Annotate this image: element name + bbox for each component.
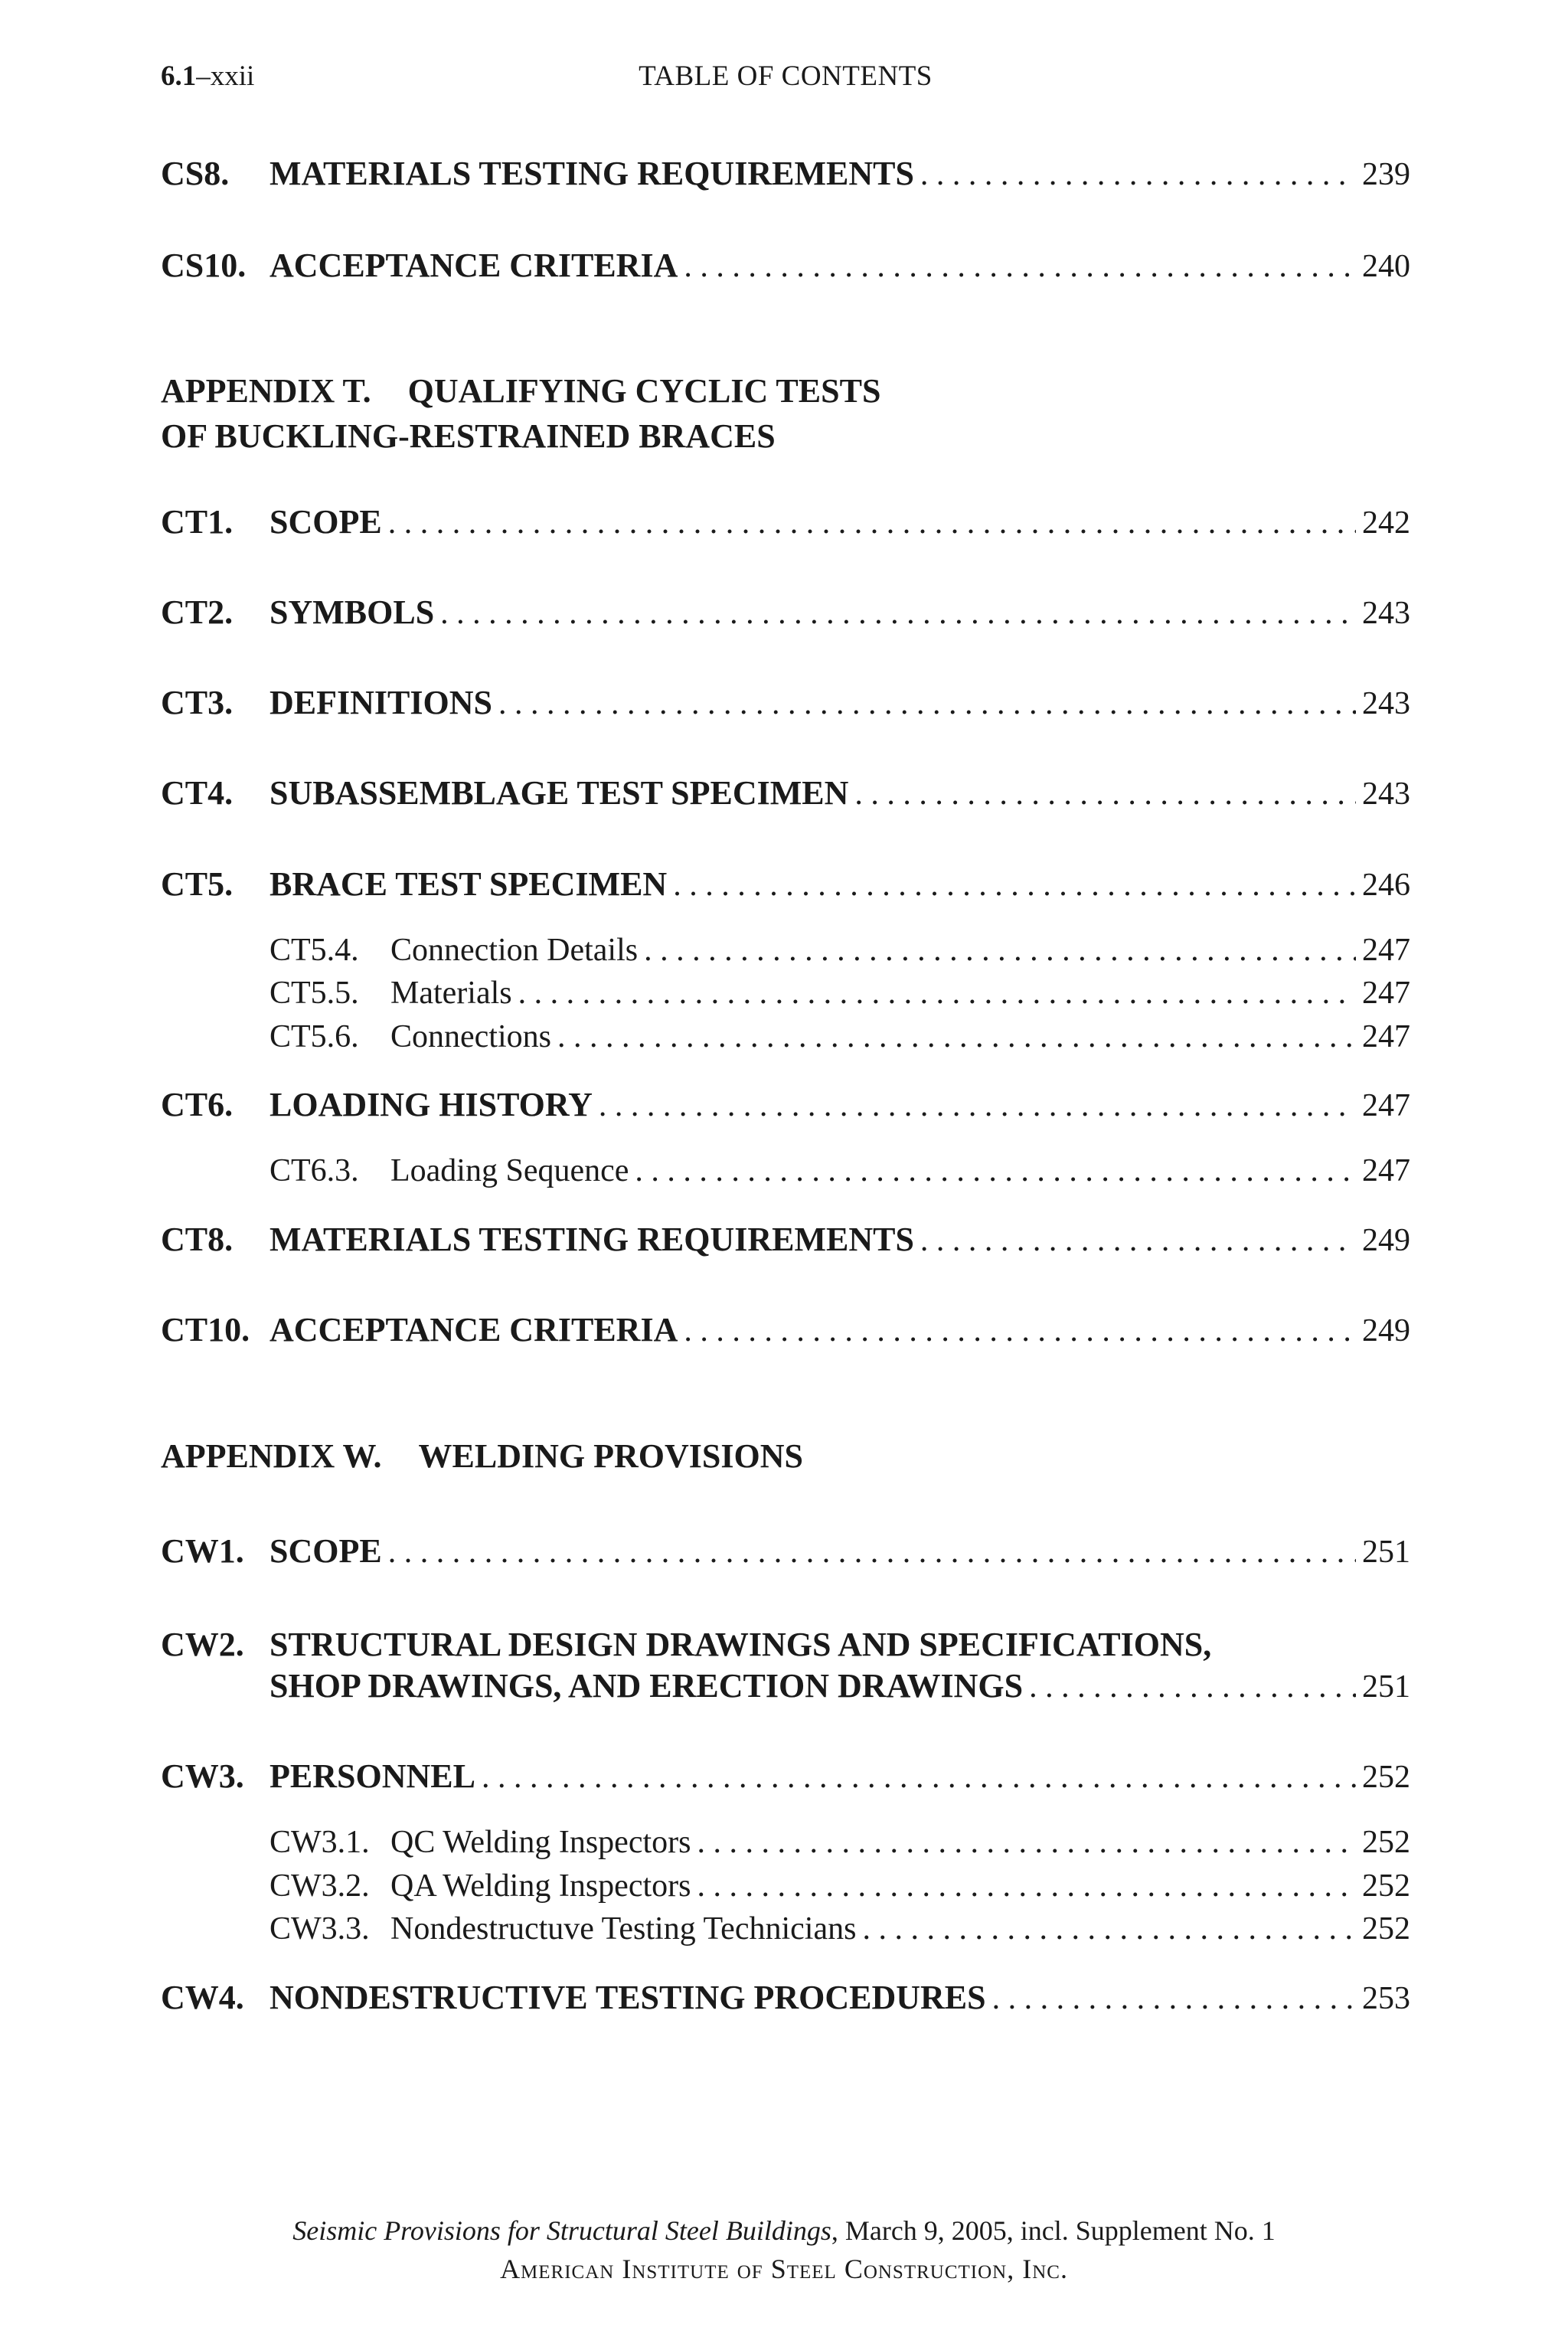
entry-number: CW4.: [161, 1979, 244, 2016]
dot-leader: [854, 778, 1356, 810]
entry-number: CT3.: [161, 684, 234, 721]
entry-number: CW3.1.: [270, 1825, 370, 1860]
entry-number: CT5.5.: [270, 976, 359, 1011]
dot-leader: [518, 977, 1356, 1009]
dot-leader: [862, 1913, 1356, 1945]
entry-page: 247: [1362, 1019, 1410, 1054]
toc-subentry-ct5-5[interactable]: [270, 977, 1410, 1009]
toc-entry-ct1[interactable]: [161, 505, 1410, 539]
entry-title-line2: SHOP DRAWINGS, AND ERECTION DRAWINGS: [270, 1667, 1024, 1705]
dot-leader: [644, 934, 1356, 966]
dot-leader: [557, 1021, 1356, 1053]
appendix-t-title-line2: OF BUCKLING-RESTRAINED BRACES: [161, 417, 776, 455]
toc-entry-cs10[interactable]: [161, 249, 1410, 283]
entry-number: CT5.4.: [270, 933, 359, 968]
appendix-t-title: QUALIFYING CYCLIC TESTS: [407, 372, 881, 410]
entry-number: CW1.: [161, 1532, 244, 1570]
dot-leader: [388, 1536, 1356, 1568]
toc-subentry-cw3-1[interactable]: [270, 1826, 1410, 1858]
entry-title: MATERIALS TESTING REQUIREMENTS: [270, 155, 914, 192]
dot-leader: [440, 597, 1356, 629]
entry-page: 249: [1362, 1223, 1410, 1258]
dot-leader: [684, 250, 1356, 283]
entry-page: 247: [1362, 1153, 1410, 1188]
entry-title: SYMBOLS: [270, 593, 435, 631]
page-footer: [0, 2211, 1568, 2288]
entry-title: NONDESTRUCTIVE TESTING PROCEDURES: [270, 1979, 986, 2016]
dot-leader: [388, 507, 1356, 539]
entry-title: SCOPE: [270, 1532, 382, 1570]
entry-page: 239: [1362, 157, 1410, 192]
entry-number: CT6.: [161, 1086, 234, 1123]
entry-number: CS8.: [161, 155, 230, 192]
entry-page: 252: [1362, 1868, 1410, 1904]
toc-entry-cw4[interactable]: [161, 1981, 1410, 2015]
entry-title: Nondestructuve Testing Technicians: [390, 1911, 857, 1947]
entry-title: Loading Sequence: [390, 1153, 629, 1188]
entry-number: CW3.: [161, 1757, 244, 1795]
entry-title: QC Welding Inspectors: [390, 1825, 691, 1860]
appendix-w-title: WELDING PROVISIONS: [418, 1437, 803, 1475]
entry-title: ACCEPTANCE CRITERIA: [270, 247, 678, 284]
appendix-w-label: APPENDIX W.: [161, 1437, 382, 1475]
toc-entry-ct2[interactable]: [161, 593, 1410, 631]
footer-publication-title: Seismic Provisions for Structural Steel Buildings: [292, 2215, 831, 2246]
toc-entry-cw2-line1[interactable]: [161, 1625, 1211, 1664]
appendix-t-heading: [161, 368, 880, 459]
entry-number: CW3.3.: [270, 1911, 370, 1947]
entry-number: CT5.: [161, 865, 234, 903]
entry-number: CW2.: [161, 1626, 244, 1663]
toc-entry-ct8[interactable]: [161, 1223, 1410, 1257]
dot-leader: [920, 1224, 1356, 1257]
footer-publication: [0, 2211, 1568, 2250]
entry-title: PERSONNEL: [270, 1757, 475, 1795]
entry-page: 242: [1362, 505, 1410, 541]
entry-page: 243: [1362, 596, 1410, 631]
entry-number: CT10.: [161, 1311, 250, 1348]
toc-entry-ct3[interactable]: [161, 686, 1410, 720]
entry-title: QA Welding Inspectors: [390, 1868, 691, 1904]
entry-page: 243: [1362, 686, 1410, 721]
toc-subentry-ct5-6[interactable]: [270, 1021, 1410, 1053]
running-head: TABLE OF CONTENTS: [639, 60, 933, 92]
toc-entry-ct10[interactable]: [161, 1313, 1410, 1347]
footer-publication-date: , March 9, 2005, incl. Supplement No. 1: [831, 2215, 1276, 2246]
entry-title-line1: STRUCTURAL DESIGN DRAWINGS AND SPECIFICATIONS,: [270, 1626, 1212, 1663]
toc-entry-cs8[interactable]: [161, 157, 1410, 191]
entry-page: 246: [1362, 868, 1410, 903]
page-number-roman: –xxii: [196, 60, 255, 92]
toc-entry-cw2-line2[interactable]: [161, 1669, 1410, 1703]
toc-subentry-cw3-3[interactable]: [270, 1913, 1410, 1945]
entry-page: 252: [1362, 1911, 1410, 1947]
entry-number: CT4.: [161, 774, 234, 812]
entry-page: 252: [1362, 1760, 1410, 1795]
toc-entry-ct6[interactable]: [161, 1088, 1410, 1122]
entry-page: 247: [1362, 933, 1410, 968]
toc-subentry-ct6-3[interactable]: [270, 1155, 1410, 1187]
entry-title: SUBASSEMBLAGE TEST SPECIMEN: [270, 774, 849, 812]
entry-number: CS10.: [161, 247, 247, 284]
entry-number: CT1.: [161, 503, 234, 541]
dot-leader: [599, 1090, 1356, 1122]
entry-title: ACCEPTANCE CRITERIA: [270, 1311, 678, 1348]
entry-page: 243: [1362, 776, 1410, 812]
toc-entry-cw1[interactable]: [161, 1532, 1410, 1570]
dot-leader: [684, 1315, 1356, 1347]
toc-entry-ct5[interactable]: [161, 865, 1410, 903]
entry-page: 247: [1362, 976, 1410, 1011]
dot-leader: [482, 1761, 1356, 1793]
toc-subentry-ct5-4[interactable]: [270, 934, 1410, 966]
entry-number: CT6.3.: [270, 1153, 359, 1188]
toc-entry-cw3[interactable]: [161, 1757, 1410, 1795]
toc-subentry-cw3-2[interactable]: [270, 1870, 1410, 1902]
entry-title: Connection Details: [390, 933, 639, 968]
dot-leader: [697, 1870, 1356, 1902]
dot-leader: [920, 159, 1356, 191]
entry-title: LOADING HISTORY: [270, 1086, 593, 1123]
entry-number: CT5.6.: [270, 1019, 359, 1054]
entry-title: BRACE TEST SPECIMEN: [270, 865, 668, 903]
entry-title: Connections: [390, 1019, 551, 1054]
entry-number: CT2.: [161, 593, 234, 631]
dot-leader: [635, 1155, 1356, 1187]
entry-title: Materials: [390, 976, 512, 1011]
dot-leader: [498, 688, 1356, 720]
entry-page: 240: [1362, 249, 1410, 284]
entry-number: CT8.: [161, 1221, 234, 1258]
entry-title: MATERIALS TESTING REQUIREMENTS: [270, 1221, 914, 1258]
entry-page: 247: [1362, 1088, 1410, 1123]
appendix-t-label: APPENDIX T.: [161, 372, 371, 410]
entry-page: 252: [1362, 1825, 1410, 1860]
entry-page: 251: [1362, 1535, 1410, 1570]
appendix-w-heading: [161, 1433, 803, 1479]
page-header: [161, 60, 1410, 98]
toc-entry-ct4[interactable]: [161, 776, 1410, 810]
entry-page: 253: [1362, 1981, 1410, 2016]
entry-number: CW3.2.: [270, 1868, 370, 1904]
entry-page: 251: [1362, 1669, 1410, 1705]
dot-leader: [697, 1826, 1356, 1858]
entry-title: DEFINITIONS: [270, 684, 492, 721]
dot-leader: [1029, 1671, 1356, 1703]
entry-title: SCOPE: [270, 503, 382, 541]
page-number-chapter: 6.1: [161, 60, 197, 92]
dot-leader: [992, 1983, 1356, 2015]
entry-page: 249: [1362, 1313, 1410, 1348]
dot-leader: [673, 869, 1356, 901]
footer-publisher: American Institute of Steel Construction, Inc.: [500, 2254, 1068, 2284]
